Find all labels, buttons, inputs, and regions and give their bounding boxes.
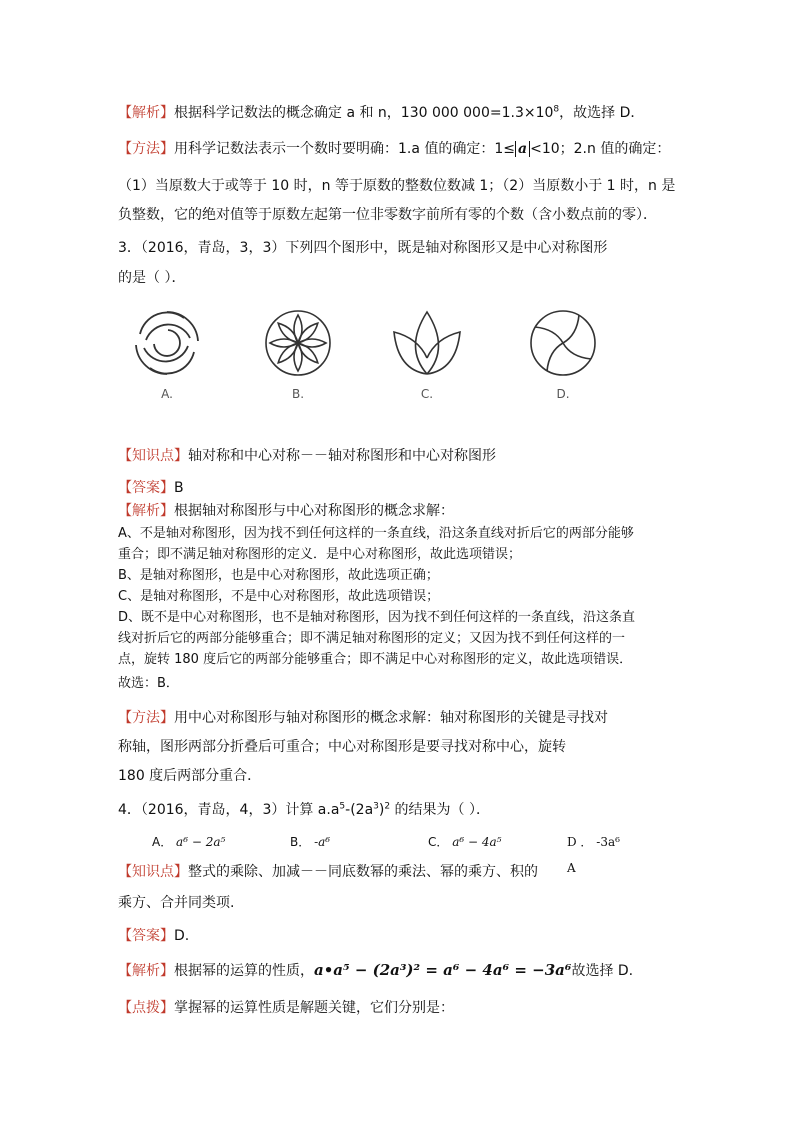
q4-jiexi xyxy=(118,960,633,981)
exp-3: 3 xyxy=(373,801,379,812)
tag-zhishidian: 【知识点】 xyxy=(118,448,188,464)
q3-stem-2: 的是（ ）． xyxy=(118,270,186,286)
tag-fangfa: 【方法】 xyxy=(118,710,174,726)
q3-line-7: 点，旋转 180 度后它的两部分能够重合；即不满足中心对称图形的定义，故此选项错误． xyxy=(118,652,633,667)
q3-stem: 3．（2016，青岛，3，3）下列四个图形中，既是轴对称图形又是中心对称图形 xyxy=(118,240,608,256)
answer-value: B xyxy=(174,480,184,496)
option-a-value: a⁶ − 2a⁵ xyxy=(176,835,226,849)
line-4: 负整数，它的绝对值等于原数左起第一位非零数字前所有零的个数（含小数点前的零）． xyxy=(118,207,657,223)
q3-line-4: C、是轴对称图形，不是中心对称图形，故此选项错误； xyxy=(118,589,440,604)
q4-stem xyxy=(118,800,490,820)
option-c-value: a⁶ − 4a⁵ xyxy=(452,835,502,849)
tag-daan: 【答案】 xyxy=(118,928,174,944)
q4-stem-d: 的结果为（ ）． xyxy=(390,802,490,818)
option-a xyxy=(152,833,225,850)
jiexi-line-1 xyxy=(118,103,644,123)
figure-a-label: A. xyxy=(161,387,173,401)
q3-line-5: D、既不是中心对称图形，也不是轴对称图形，因为找不到任何这样的一条直线，沿这条直 xyxy=(118,610,636,625)
q3-line-3: B、是轴对称图形，也是中心对称图形，故此选项正确； xyxy=(118,568,439,583)
exp-2: 2 xyxy=(384,801,391,812)
q3-line-6: 线对折后它的两部分能够重合；即不满足轴对称图形的定义；又因为找不到任何这样的一 xyxy=(118,631,626,646)
q3-fangfa-3: 180 度后两部分重合． xyxy=(118,768,262,784)
figure-c-label: C. xyxy=(420,387,434,401)
q3-line-8: 故选：B． xyxy=(118,676,179,691)
option-b-label: B． xyxy=(290,835,311,849)
tag-jiexi: 【解析】 xyxy=(118,105,174,121)
q3-zhishidian xyxy=(118,446,496,466)
figure-c xyxy=(390,308,464,378)
tag-jiexi: 【解析】 xyxy=(118,503,174,519)
option-a-label: A． xyxy=(152,835,173,849)
q4-dianbo xyxy=(118,998,454,1018)
q4-stem-c: ) xyxy=(378,802,385,818)
fangfa-line-1 xyxy=(118,139,670,159)
q3-line-1: A、不是轴对称图形，因为找不到任何这样的一条直线，沿这条直线对折后它的两部分能够 xyxy=(118,526,634,541)
option-c xyxy=(428,833,501,850)
exp-5: 5 xyxy=(339,801,346,812)
fangfa-text-1: 用中心对称图形与轴对称图形的概念求解：轴对称图形的关键是寻找对 xyxy=(174,710,608,726)
q3-line-2: 重合；即不满足轴对称图形的定义．是中心对称图形，故此选项错误； xyxy=(118,547,522,562)
option-d xyxy=(567,833,620,850)
dianbo-text: 掌握幂的运算性质是解题关键，它们分别是： xyxy=(174,1000,454,1016)
option-c-label: C． xyxy=(428,835,449,849)
fangfa-text-a: 用科学记数法表示一个数时要明确：1.a 值的确定：1≤ xyxy=(174,141,516,157)
jiexi-end: ，故选择 D． xyxy=(559,105,645,121)
abs-a: a xyxy=(515,141,530,157)
jiexi-title: 根据轴对称图形与中心对称图形的概念求解： xyxy=(174,503,454,519)
q4-zhishidian-2: 乘方、合并同类项. xyxy=(118,895,235,911)
jiexi-pre: 根据幂的运算的性质， xyxy=(174,963,314,979)
q3-fangfa-2: 称轴，图形两部分折叠后可重合；中心对称图形是要寻找对称中心，旋转 xyxy=(118,739,566,755)
exp-8: 8 xyxy=(553,104,560,115)
line-3: （1）当原数大于或等于 10 时，n 等于原数的整数位数减 1；（2）当原数小于 1 时，n 是 xyxy=(118,178,676,194)
figure-d-label: D. xyxy=(556,387,570,401)
q3-jiexi xyxy=(118,501,454,521)
option-b-value: -a⁶ xyxy=(314,835,331,849)
answer-value: D. xyxy=(174,928,190,944)
q4-zhishidian xyxy=(118,862,538,882)
tag-fangfa: 【方法】 xyxy=(118,141,174,157)
tag-jiexi: 【解析】 xyxy=(118,963,174,979)
jiexi-text: 根据科学记数法的概念确定 a 和 n，130 000 000=1.3×10 xyxy=(174,105,554,121)
figure-a xyxy=(132,308,202,378)
tag-daan: 【答案】 xyxy=(118,480,174,496)
figure-b xyxy=(263,308,333,378)
option-d-label: D ． xyxy=(567,835,593,849)
tag-zhishidian: 【知识点】 xyxy=(118,864,188,880)
fangfa-text-b: <10；2.n 值的确定： xyxy=(530,141,671,157)
q3-fangfa xyxy=(118,708,608,728)
q4-answer xyxy=(118,926,189,946)
figure-b-label: B. xyxy=(291,387,305,401)
stray-letter: A xyxy=(567,861,576,875)
tag-dianbo: 【点拨】 xyxy=(118,1000,174,1016)
figure-d xyxy=(528,308,598,378)
q4-stem-a: 4．（2016，青岛，4，3）计算 a.a xyxy=(118,802,340,818)
q3-answer xyxy=(118,478,184,498)
jiexi-post: 故选择 D. xyxy=(571,963,634,979)
option-d-value: -3a⁶ xyxy=(596,835,620,849)
zhishidian-text: 轴对称和中心对称－－轴对称图形和中心对称图形 xyxy=(188,448,496,464)
option-b xyxy=(290,833,330,850)
q4-stem-b: -(2a xyxy=(345,802,374,818)
zhishidian-text-1: 整式的乘除、加减－－同底数幂的乘法、幂的乘方、积的 xyxy=(188,864,538,880)
formula: a•a⁵ − (2a³)² = a⁶ − 4a⁶ = −3a⁶ xyxy=(314,961,572,979)
